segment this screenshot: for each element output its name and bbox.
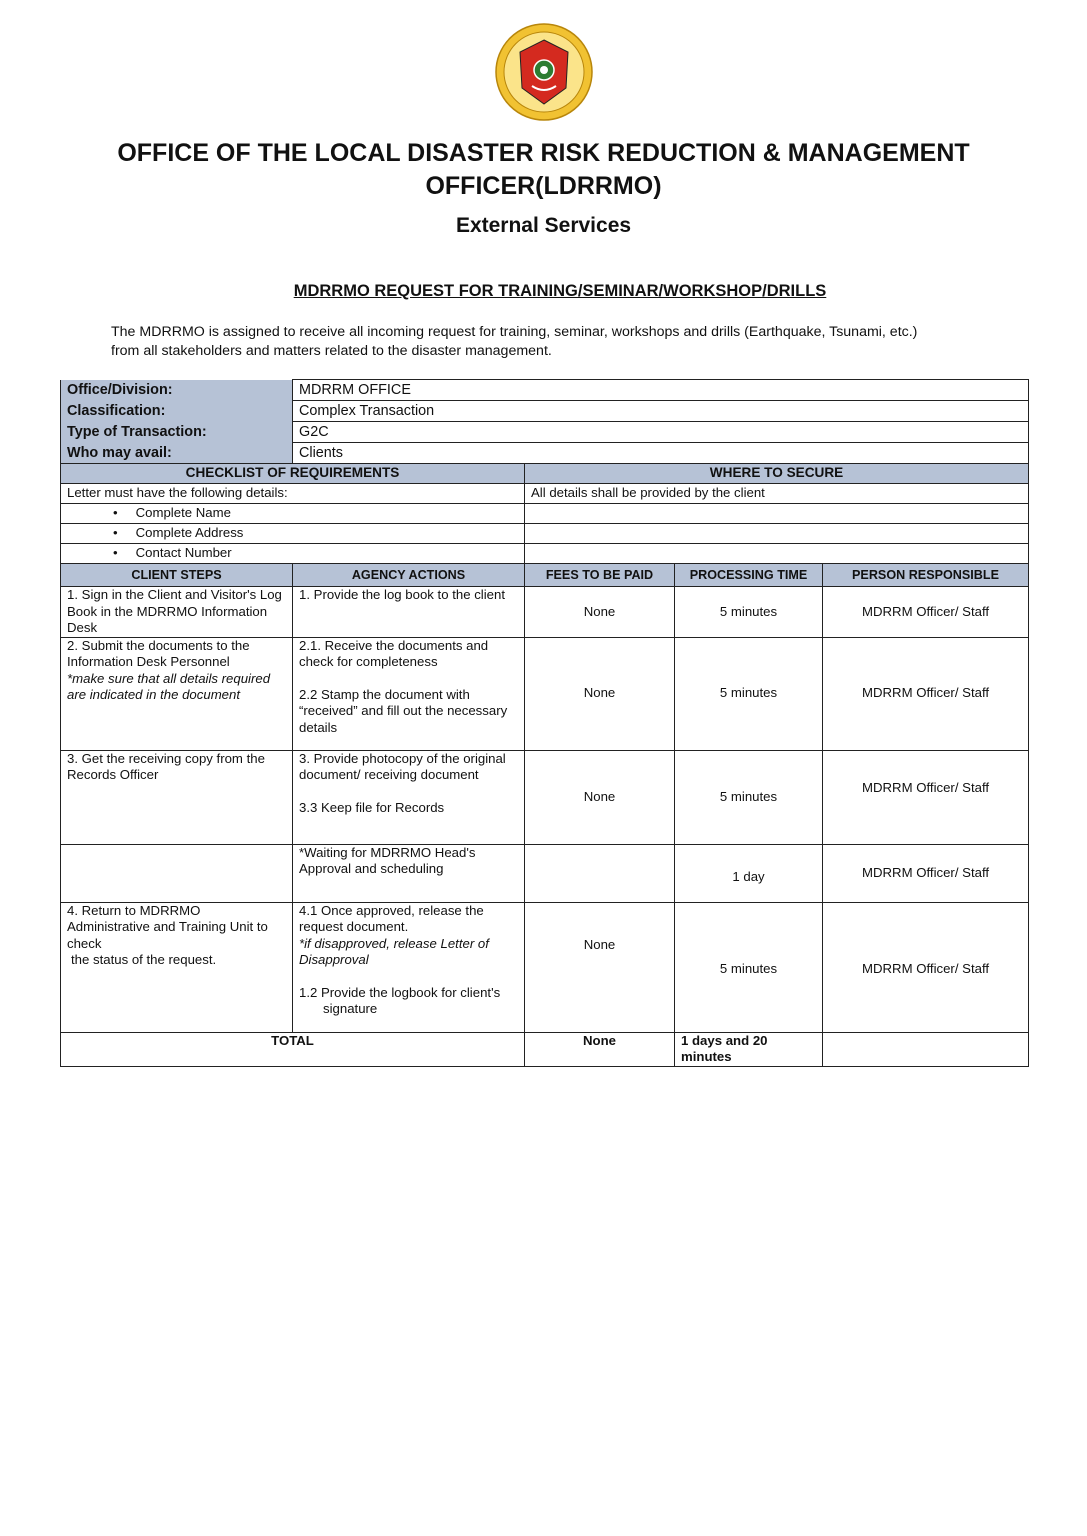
- info-value: G2C: [293, 422, 1029, 443]
- fee-value: None: [525, 750, 675, 844]
- form-title: MDRRMO REQUEST FOR TRAINING/SEMINAR/WORKSHOP/DRILLS: [293, 282, 827, 300]
- requirements-header-row: [61, 464, 1029, 484]
- client-step: [61, 637, 293, 750]
- info-row-transaction-type: [61, 422, 1029, 443]
- processing-time-header: PROCESSING TIME: [675, 564, 823, 587]
- client-step: 3. Get the receiving copy from the Records Officer: [61, 750, 293, 844]
- empty-cell: [525, 524, 1029, 544]
- total-label: TOTAL: [61, 1032, 525, 1066]
- where-to-secure-value: All details shall be provided by the client: [525, 484, 1029, 504]
- step-row-waiting: [61, 844, 1029, 902]
- office-title-line2: OFFICER(LDRRMO): [425, 172, 662, 200]
- step-row-2: [61, 637, 1029, 750]
- requirement-row: [61, 544, 1029, 564]
- requirement-item: • Complete Address: [61, 524, 525, 544]
- agency-action-text: 1.2 Provide the logbook for client's: [299, 984, 501, 1000]
- intro-line-1: The MDRRMO is assigned to receive all incoming request for training, seminar, workshops and drills (Earthquake, Tsunami, etc.): [111, 324, 918, 340]
- person-responsible-value: MDRRM Officer/ Staff: [823, 750, 1029, 844]
- agency-action-text: 3. Provide photocopy of the original document/ receiving document: [299, 750, 506, 782]
- client-step: [61, 902, 293, 1032]
- info-row-office: [61, 380, 1029, 401]
- client-step: 1. Sign in the Client and Visitor's Log Book in the MDRRMO Information Desk: [61, 587, 293, 638]
- step-row-1: [61, 587, 1029, 638]
- checklist-header: CHECKLIST OF REQUIREMENTS: [61, 464, 525, 484]
- agency-action: [293, 637, 525, 750]
- agency-action: 1. Provide the log book to the client: [293, 587, 525, 638]
- step-row-3: [61, 750, 1029, 844]
- empty-cell: [823, 1032, 1029, 1066]
- agency-actions-header: AGENCY ACTIONS: [293, 564, 525, 587]
- fees-header: FEES TO BE PAID: [525, 564, 675, 587]
- agency-action: [293, 902, 525, 1032]
- empty-cell: [525, 844, 675, 902]
- agency-action: [293, 750, 525, 844]
- step-row-4: [61, 902, 1029, 1032]
- empty-cell: [525, 504, 1029, 524]
- empty-cell: [61, 844, 293, 902]
- client-step-text: the status of the request.: [71, 952, 217, 967]
- info-label: Type of Transaction:: [61, 422, 293, 443]
- requirement-row: [61, 484, 1029, 504]
- where-to-secure-header: WHERE TO SECURE: [525, 464, 1029, 484]
- requirement-row: [61, 504, 1029, 524]
- info-value: Clients: [293, 443, 1029, 464]
- intro-paragraph: [111, 323, 1011, 361]
- requirement-row: [61, 524, 1029, 544]
- total-row: [61, 1032, 1029, 1066]
- fee-value: None: [525, 637, 675, 750]
- processing-time-value: 5 minutes: [675, 902, 823, 1032]
- agency-action-text: 4.1 Once approved, release the request document.: [299, 902, 484, 934]
- client-step-text: 4. Return to MDRRMO Administrative and Training Unit to check: [67, 902, 268, 951]
- requirement-item: • Complete Name: [61, 504, 525, 524]
- info-label: Who may avail:: [61, 443, 293, 464]
- fee-value: None: [525, 587, 675, 638]
- client-step-note: *make sure that all details required are indicated in the document: [67, 670, 271, 702]
- processing-time-value: 5 minutes: [675, 637, 823, 750]
- info-row-who-may-avail: [61, 443, 1029, 464]
- agency-action-text: 3.3 Keep file for Records: [299, 799, 445, 815]
- person-responsible-value: MDRRM Officer/ Staff: [823, 844, 1029, 902]
- info-value: MDRRM OFFICE: [293, 380, 1029, 401]
- client-step-text: 2. Submit the documents to the Information Desk Personnel: [67, 637, 250, 669]
- office-title-line1: OFFICE OF THE LOCAL DISASTER RISK REDUCTION & MANAGEMENT: [117, 139, 970, 167]
- processing-time-value: 5 minutes: [675, 587, 823, 638]
- info-label: Classification:: [61, 401, 293, 422]
- agency-action-text: signature: [323, 1001, 378, 1016]
- info-row-classification: [61, 401, 1029, 422]
- processing-time-value: 1 day: [675, 844, 823, 902]
- agency-action: *Waiting for MDRRMO Head's Approval and scheduling: [293, 844, 525, 902]
- person-responsible-header: PERSON RESPONSIBLE: [823, 564, 1029, 587]
- client-steps-header: CLIENT STEPS: [61, 564, 293, 587]
- citizen-charter-table: [60, 379, 1029, 1067]
- agency-action-note: *if disapproved, release Letter of Disapproval: [299, 935, 489, 967]
- steps-header-row: [61, 564, 1029, 587]
- municipal-seal-logo: [494, 22, 594, 122]
- fee-value: None: [525, 902, 675, 1032]
- requirement-intro: Letter must have the following details:: [61, 484, 525, 504]
- total-time: 1 days and 20 minutes: [675, 1032, 823, 1066]
- processing-time-value: 5 minutes: [675, 750, 823, 844]
- section-title: External Services: [455, 214, 632, 237]
- agency-action-text: 2.2 Stamp the document with “received” and fill out the necessary details: [299, 686, 508, 735]
- info-value: Complex Transaction: [293, 401, 1029, 422]
- agency-action-text: 2.1. Receive the documents and check for completeness: [299, 637, 489, 669]
- total-fees: None: [525, 1032, 675, 1066]
- person-responsible-value: MDRRM Officer/ Staff: [823, 637, 1029, 750]
- intro-line-2: from all stakeholders and matters related to the disaster management.: [111, 343, 552, 359]
- person-responsible-value: MDRRM Officer/ Staff: [823, 902, 1029, 1032]
- requirement-item: • Contact Number: [61, 544, 525, 564]
- person-responsible-value: MDRRM Officer/ Staff: [823, 587, 1029, 638]
- info-label: Office/Division:: [61, 380, 293, 401]
- empty-cell: [525, 544, 1029, 564]
